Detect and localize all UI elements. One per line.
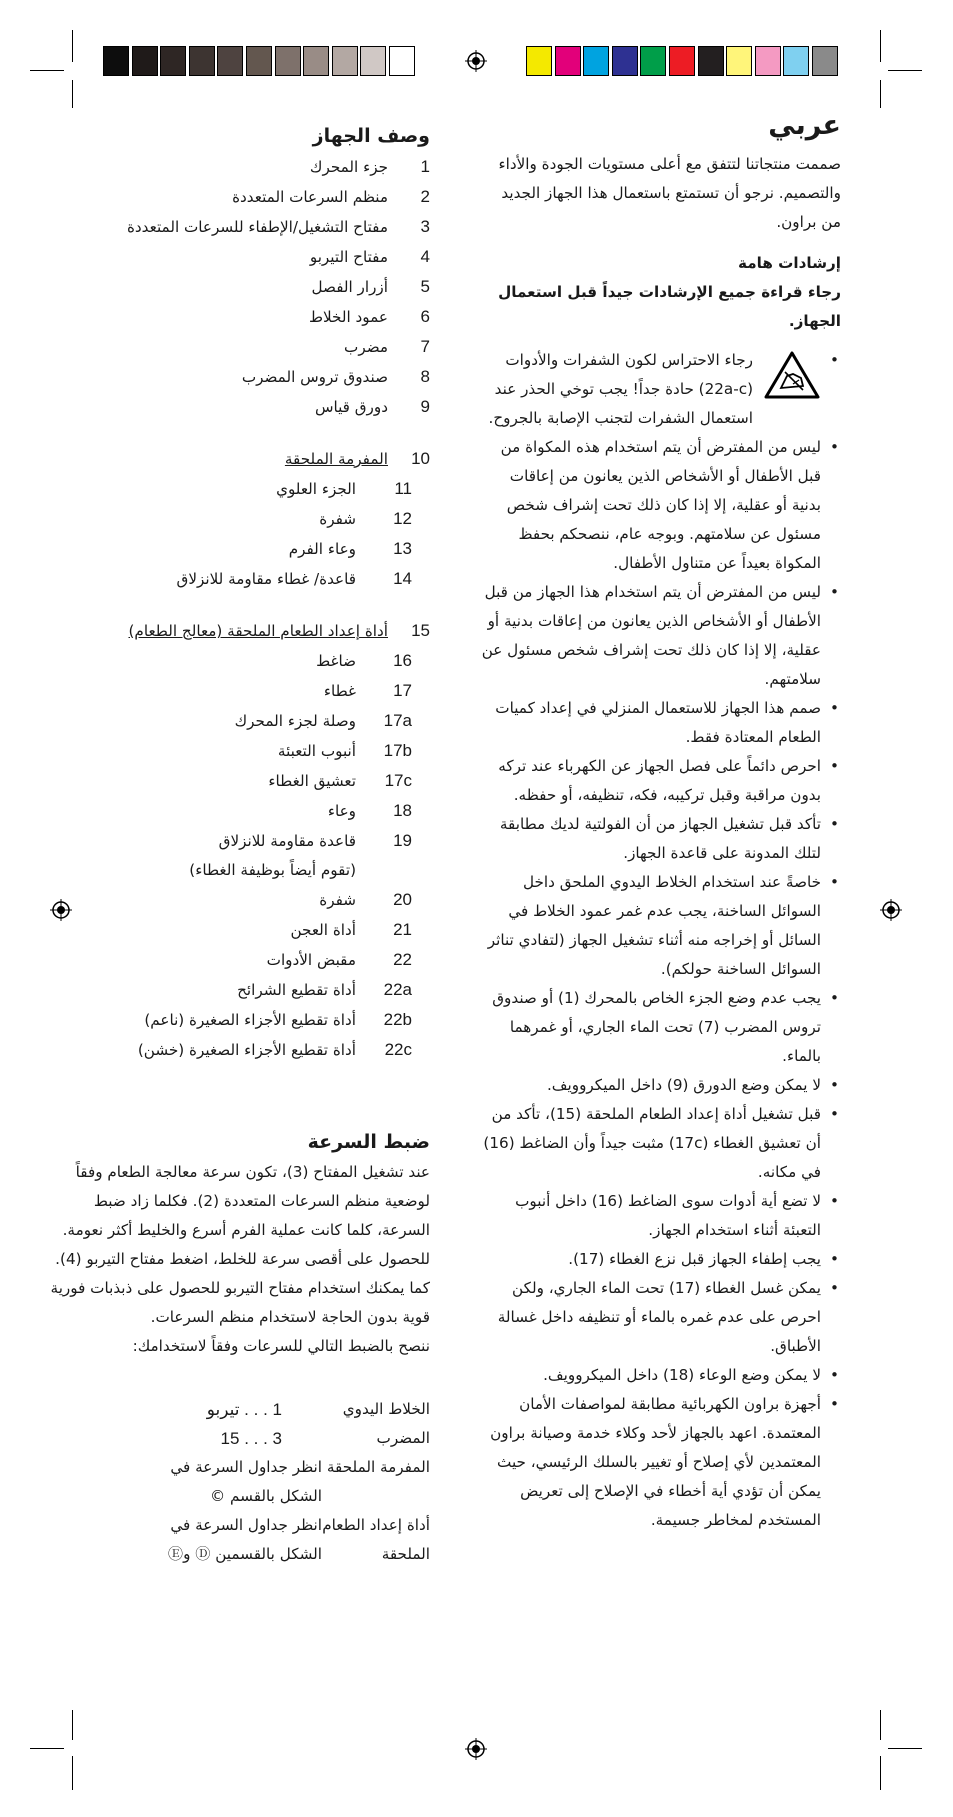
part-name: وعاء الفرم (288, 540, 356, 558)
speed-paragraph: عند تشغيل المفتاح (3)، تكون سرعة معالجة الطعام وفقاً لوضعية منظم السرعات المتعددة (2). فكلما زاد ضبط السرعة، كلما كانت عملية الفرم أسرع والخليط أكثر نعومة. للحصول على أقصى سرعة للخلط، اضغط مفتاح التيربو (4). كما يمكنك استخدام مفتاح التيربو للحصول على ذبذبات فورية قوية بدون الحاجة لاستخدام منظم السرعات. (50, 1163, 430, 1326)
speed-usage-label: المفرمة الملحقة (326, 1458, 430, 1476)
speed-usage-label: أداة إعداد الطعام الملحقة (322, 1516, 430, 1563)
list-item-text: لا تضع أية أدوات سوى الضاغط (16) داخل أنبوب التعبئة أثناء استخدام الجهاز. (515, 1192, 821, 1239)
right-column (481, 106, 841, 1535)
part-number: 10 (411, 449, 430, 468)
list-item: • رجاء الاحتراس لكون الشفرات والأدوات (22a-c) حادة جداً! يجب توخي الحذر عند استعمال الشفرات لتجنب الإصابة بالجروح. (481, 346, 841, 433)
part-name: أداة العجن (290, 921, 356, 939)
process-swatch (812, 46, 838, 76)
process-swatch (526, 46, 552, 76)
list-item (100, 212, 430, 242)
processor-group (100, 616, 430, 646)
chopper-group (100, 444, 430, 474)
list-item: • يجب إطفاء الجهاز قبل نزع الغطاء (17). (568, 1250, 839, 1268)
list-item-text: يجب عدم وضع الجزء الخاص بالمحرك (1) أو صندوق تروس المضرب (7) تحت الماء الجاري، أو غمرهما بالماء. (492, 989, 821, 1065)
part-number: 3 (420, 217, 430, 236)
part-number: 17a (383, 711, 412, 730)
part-name: أداة تقطيع الشرائح (237, 981, 356, 999)
gray-swatch (217, 46, 243, 76)
part-name: قاعدة/ غطاء مقاومة للانزلاق (176, 570, 356, 588)
read-instructions-heading: رجاء قراءة جميع الإرشادات جيداً قبل استعمال الجهاز. (498, 283, 841, 330)
language-title: عربي (768, 110, 841, 141)
part-name: دورق قياس (314, 398, 388, 416)
list-item: • أجهزة براون الكهربائية مطابقة لمواصفات الأمان المعتمدة. اعهد بالجهاز لأحد وكلاء خدمة وصيانة براون المعتمدين لأي إصلاح أو تغيير بالسلك الرئيسي، حيث يمكن أن تؤدي أية أخطاء في الإصلاح إلى تعريض المستخدم لمخاطر جسيمة. (490, 1395, 839, 1529)
part-number: 1 (420, 157, 430, 176)
crop-mark (880, 30, 881, 62)
gray-swatch (246, 46, 272, 76)
part-name: أنبوب التعبئة (277, 742, 356, 760)
gray-swatch (275, 46, 301, 76)
list-item-text: يمكن غسل الغطاء (17) تحت الماء الجاري، ولكن احرص على عدم غمره بالماء أو تنظيفه داخل غسالة الأطباق. (497, 1279, 821, 1355)
part-name: غطاء (323, 682, 356, 700)
part-name: ضاغط (316, 652, 356, 670)
part-name: أداة إعداد الطعام الملحقة (معالج الطعام) (128, 622, 388, 640)
list-item (100, 826, 430, 856)
list-item (100, 1035, 430, 1065)
registration-mark-icon (465, 1738, 487, 1760)
registration-mark-icon (465, 50, 487, 72)
part-name: مفتاح التيربو (309, 248, 388, 266)
gray-swatch (103, 46, 129, 76)
part-name: أداة تقطيع الأجزاء الصغيرة (ناعم) (144, 1011, 356, 1029)
list-item (100, 182, 430, 212)
part-name: (تقوم أيضاً بوظيفة الغطاء) (189, 861, 356, 879)
gray-swatch (332, 46, 358, 76)
part-name: أزرار الفصل (311, 278, 388, 296)
gray-swatch (189, 46, 215, 76)
process-swatch (640, 46, 666, 76)
list-item (100, 616, 430, 646)
list-item (100, 564, 430, 594)
part-number: 15 (411, 621, 430, 640)
list-item (100, 534, 430, 564)
list-item (100, 444, 430, 474)
speed-usage-label: الخلاط اليدوي (342, 1400, 430, 1418)
list-item (100, 392, 430, 422)
part-name: أداة تقطيع الأجزاء الصغيرة (خشن) (137, 1041, 356, 1059)
part-number: 17c (384, 771, 412, 790)
part-number: 8 (420, 367, 430, 386)
list-item-text: تأكد قبل تشغيل الجهاز من أن الفولتية لديك مطابقة لتلك المدونة على قاعدة الجهاز. (499, 815, 821, 862)
part-number: 4 (420, 247, 430, 266)
part-number: 7 (420, 337, 430, 356)
part-number: 20 (393, 890, 412, 909)
list-item: • لا تضع أية أدوات سوى الضاغط (16) داخل أنبوب التعبئة أثناء استخدام الجهاز. (515, 1192, 839, 1239)
part-number: 2 (420, 187, 430, 206)
process-swatch (783, 46, 809, 76)
gray-swatch (389, 46, 415, 76)
list-item-text: ليس من المفترض أن يتم استخدام هذا الجهاز من قبل الأطفال أو الأشخاص الذين يعانون من إعاقات بدنية أو عقلية، إلا إذا كان ذلك تحت إشراف شخص مسئول عن سلامتهم. (481, 583, 821, 688)
list-item-text: رجاء الاحتراس لكون الشفرات والأدوات (22a-c) حادة جداً! يجب توخي الحذر عند استعمال الشفرات لتجنب الإصابة بالجروح. (488, 351, 753, 427)
list-item (100, 646, 430, 676)
part-number: 5 (420, 277, 430, 296)
process-swatch (583, 46, 609, 76)
part-number: 22c (384, 1040, 412, 1059)
list-item (100, 242, 430, 272)
list-item (100, 332, 430, 362)
list-item: • لا يمكن وضع الدورق (9) داخل الميكروويف. (546, 1076, 839, 1094)
part-name: صندوق تروس المضرب (241, 368, 388, 386)
list-item: • يجب عدم وضع الجزء الخاص بالمحرك (1) أو صندوق تروس المضرب (7) تحت الماء الجاري، أو غمرهما بالماء. (492, 989, 839, 1065)
list-item (100, 152, 430, 182)
list-item (100, 856, 430, 885)
speed-setting-value: انظر جداول السرعة في الشكل بالقسمين Ⓓ وⒺ (167, 1516, 322, 1563)
part-number: 6 (420, 307, 430, 326)
list-item (100, 706, 430, 736)
crop-mark (880, 1710, 881, 1740)
part-name: شفرة (319, 510, 356, 528)
speed-usage-label: المضرب (376, 1429, 430, 1447)
part-number: 22 (393, 950, 412, 969)
list-item: • صمم هذا الجهاز للاستعمال المنزلي في إعداد كميات الطعام المعتادة فقط. (495, 699, 839, 746)
list-item (100, 302, 430, 332)
intro-paragraph: صممت منتجاتنا لتتفق مع أعلى مستويات الجودة والأداء والتصميم. نرجو أن تستمتع باستعمال هذا الجهاز الجديد من براون. (498, 155, 841, 231)
part-name: المفرمة الملحقة (284, 450, 388, 468)
list-item-text: صمم هذا الجهاز للاستعمال المنزلي في إعداد كميات الطعام المعتادة فقط. (495, 699, 821, 746)
left-column (100, 120, 430, 1065)
list-item (100, 272, 430, 302)
list-item (100, 676, 430, 706)
part-name: منظم السرعات المتعددة (232, 188, 388, 206)
part-name: تعشيق الغطاء (268, 772, 356, 790)
process-swatch (755, 46, 781, 76)
speed-heading: ضبط السرعة (307, 1131, 430, 1153)
list-item: • ليس من المفترض أن يتم استخدام هذه المكواة من قبل الأطفال أو الأشخاص الذين يعانون من إعاقات بدنية أو عقلية، إلا إذا كان ذلك تحت إشراف شخص مسئول عن سلامتهم. وبوجه عام، ننصحكم بحفظ المكواة بعيداً عن متناول الأطفال. (500, 438, 839, 572)
crop-mark (72, 80, 73, 108)
part-number: 9 (420, 397, 430, 416)
list-item (100, 885, 430, 915)
crop-mark (72, 1756, 73, 1790)
cutting-hand-warning-icon (763, 350, 821, 400)
speed-recommendation: ننصح بالضبط التالي للسرعات وفقاً لاستخدامك: (132, 1337, 430, 1355)
safety-list-continued (481, 433, 841, 1535)
description-heading: وصف الجهاز (312, 125, 430, 147)
gray-swatch (160, 46, 186, 76)
part-name: قاعدة مقاومة للانزلاق (218, 832, 356, 850)
crop-mark (880, 1756, 881, 1790)
speed-table (50, 1395, 430, 1569)
gray-swatch (303, 46, 329, 76)
crop-mark (72, 30, 73, 62)
part-name: عمود الخلاط (308, 308, 388, 326)
part-number: 13 (393, 539, 412, 558)
part-name: شفرة (319, 891, 356, 909)
gray-swatch (360, 46, 386, 76)
crop-mark (888, 1748, 922, 1749)
list-item: • يمكن غسل الغطاء (17) تحت الماء الجاري، ولكن احرص على عدم غمره بالماء أو تنظيفه داخل غسالة الأطباق. (497, 1279, 839, 1355)
crop-mark (30, 70, 64, 71)
part-number: 22b (383, 1010, 412, 1029)
list-item (100, 796, 430, 826)
part-number: 17 (393, 681, 412, 700)
process-swatch (669, 46, 695, 76)
list-item-text: احرص دائماً على فصل الجهاز عن الكهرباء عند تركه بدون مراقبة وقبل تركيبه، فكه، تنظيفه، أو حفظه. (498, 757, 821, 804)
list-item: • تأكد قبل تشغيل الجهاز من أن الفولتية لديك مطابقة لتلك المدونة على قاعدة الجهاز. (499, 815, 839, 862)
crop-mark (880, 80, 881, 108)
part-name: جزء المحرك (309, 158, 388, 176)
list-item (100, 474, 430, 504)
list-item-text: لا يمكن وضع الوعاء (18) داخل الميكروويف. (543, 1366, 821, 1384)
registration-mark-icon (50, 899, 72, 921)
crop-mark (30, 1748, 64, 1749)
list-item: • ليس من المفترض أن يتم استخدام هذا الجهاز من قبل الأطفال أو الأشخاص الذين يعانون من إعاقات بدنية أو عقلية، إلا إذا كان ذلك تحت إشراف شخص مسئول عن سلامتهم. (481, 583, 839, 688)
list-item-text: أجهزة براون الكهربائية مطابقة لمواصفات الأمان المعتمدة. اعهد بالجهاز لأحد وكلاء خدمة وصيانة براون المعتمدين لأي إصلاح أو تغيير بالسلك الرئيسي، حيث يمكن أن تؤدي أية أخطاء في الإصلاح إلى تعريض المستخدم لمخاطر جسيمة. (490, 1395, 821, 1529)
parts-list (100, 152, 430, 422)
part-number: 18 (393, 801, 412, 820)
list-item (100, 362, 430, 392)
list-item (100, 504, 430, 534)
speed-setting-value: انظر جداول السرعة في الشكل بالقسم © (170, 1458, 322, 1505)
list-item (100, 736, 430, 766)
part-number: 22a (383, 980, 412, 999)
part-number: 21 (393, 920, 412, 939)
part-number: 11 (394, 479, 412, 498)
speed-setting-value: 3 . . . 15 (220, 1429, 282, 1448)
part-number: 16 (393, 651, 412, 670)
part-number: 14 (393, 569, 412, 588)
chopper-parts-list (100, 474, 430, 594)
list-item (100, 975, 430, 1005)
registration-mark-icon (880, 899, 902, 921)
process-swatch (612, 46, 638, 76)
list-item-text: ليس من المفترض أن يتم استخدام هذه المكواة من قبل الأطفال أو الأشخاص الذين يعانون من إعاقات بدنية أو عقلية، إلا إذا كان ذلك تحت إشراف شخص مسئول عن سلامتهم. وبوجه عام، ننصحكم بحفظ المكواة بعيداً عن متناول الأطفال. (500, 438, 821, 572)
speed-section (50, 1126, 430, 1569)
part-name: مقبض الأدوات (266, 951, 356, 969)
part-number: 19 (393, 831, 412, 850)
process-swatch (555, 46, 581, 76)
part-name: مضرب (344, 338, 388, 356)
list-item-text: يجب إطفاء الجهاز قبل نزع الغطاء (17). (568, 1250, 821, 1268)
list-item-text: لا يمكن وضع الدورق (9) داخل الميكروويف. (546, 1076, 821, 1094)
list-item: • خاصةً عند استخدام الخلاط اليدوي الملحق داخل السوائل الساخنة، يجب عدم غمر عمود الخلاط في السائل أو إخراجه منه أثناء تشغيل الجهاز (لتفادي تناثر السوائل الساخنة حولكم). (487, 873, 839, 978)
list-item (100, 945, 430, 975)
list-item-text: خاصةً عند استخدام الخلاط اليدوي الملحق داخل السوائل الساخنة، يجب عدم غمر عمود الخلاط في السائل أو إخراجه منه أثناء تشغيل الجهاز (لتفادي تناثر السوائل الساخنة حولكم). (487, 873, 821, 978)
part-number: 17b (383, 741, 412, 760)
important-heading: إرشادات هامة (738, 254, 841, 272)
speed-setting-value: 1 . . . تيربو (206, 1400, 282, 1419)
part-name: الجزء العلوي (276, 480, 356, 498)
part-number: 12 (393, 509, 412, 528)
part-name: مفتاح التشغيل/الإطفاء للسرعات المتعددة (126, 218, 388, 236)
process-swatch (698, 46, 724, 76)
safety-list (481, 346, 841, 433)
list-item-text: قبل تشغيل أداة إعداد الطعام الملحقة (15)، تأكد من أن تعشيق الغطاء (17c) مثبت جيداً وأن الضاغط (16) في مكانه. (483, 1105, 821, 1181)
list-item: • قبل تشغيل أداة إعداد الطعام الملحقة (15)، تأكد من أن تعشيق الغطاء (17c) مثبت جيداً وأن الضاغط (16) في مكانه. (483, 1105, 839, 1181)
list-item: • لا يمكن وضع الوعاء (18) داخل الميكروويف. (543, 1366, 839, 1384)
list-item (100, 766, 430, 796)
crop-mark (888, 70, 922, 71)
part-name: وعاء (327, 802, 356, 820)
crop-mark (72, 1710, 73, 1740)
list-item (100, 1005, 430, 1035)
list-item (100, 915, 430, 945)
process-swatch (726, 46, 752, 76)
list-item: • احرص دائماً على فصل الجهاز عن الكهرباء عند تركه بدون مراقبة وقبل تركيبه، فكه، تنظيفه، أو حفظه. (498, 757, 839, 804)
processor-parts-list (100, 646, 430, 1065)
gray-swatch (132, 46, 158, 76)
part-name: وصلة لجزء المحرك (234, 712, 356, 730)
